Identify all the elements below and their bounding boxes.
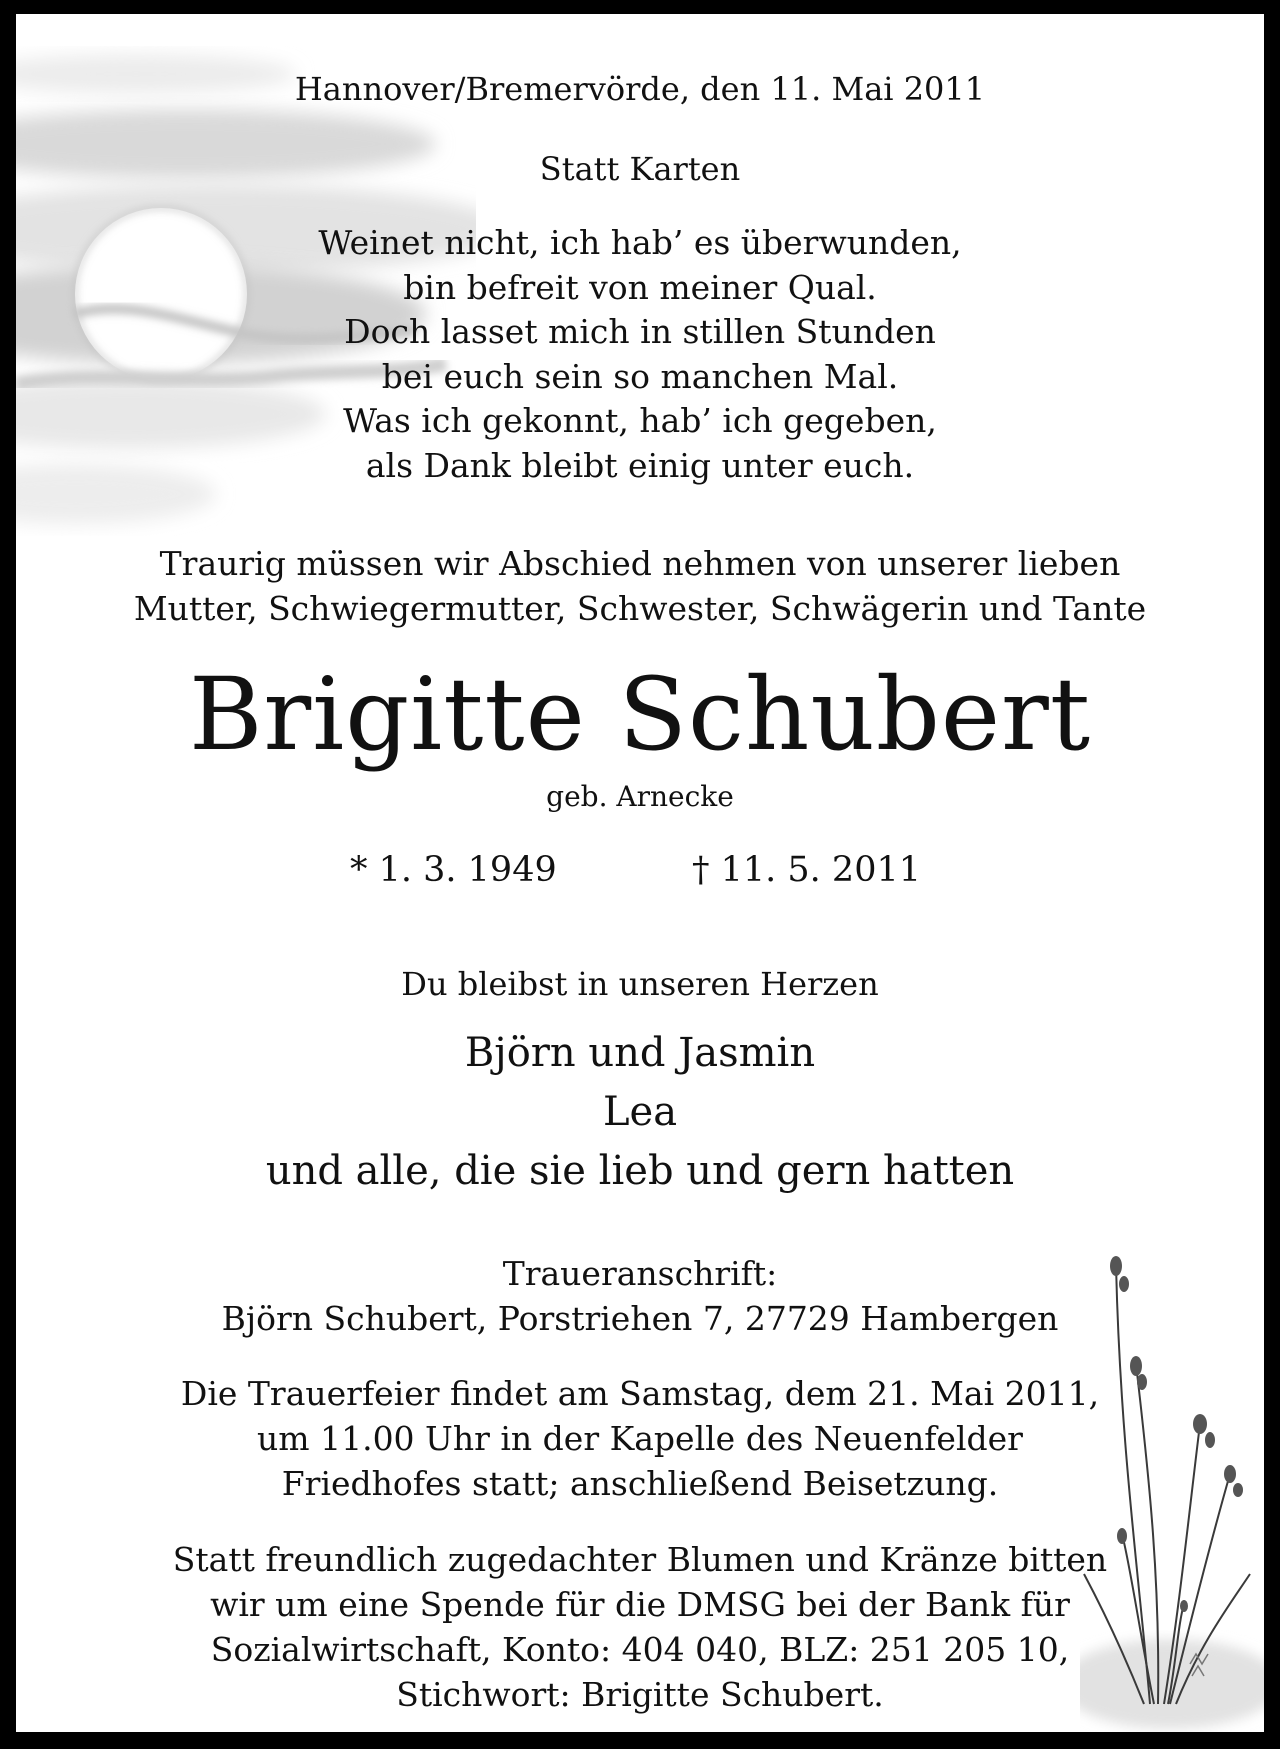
ceremony-line: Die Trauerfeier findet am Samstag, dem 21. Mai 2011, [180, 1374, 1100, 1413]
poem-line: Was ich gekonnt, hab’ ich gegeben, [343, 401, 937, 440]
birth-name: geb. Arnecke [546, 780, 734, 813]
death-date: † 11. 5. 2011 [692, 850, 922, 890]
poem-line: Doch lasset mich in stillen Stunden [344, 312, 936, 351]
address-line: Björn Schubert, Porstriehen 7, 27729 Hambergen [221, 1299, 1059, 1338]
mourner-line: Lea [602, 1089, 678, 1135]
donation-line: Stichwort: Brigitte Schubert. [396, 1675, 884, 1714]
mourning-address [16, 1251, 1264, 1341]
ceremony-line: um 11.00 Uhr in der Kapelle des Neuenfelder [257, 1419, 1023, 1458]
mourner-line: und alle, die sie lieb und gern hatten [265, 1148, 1015, 1194]
poem-line: als Dank bleibt einig unter euch. [365, 445, 915, 485]
intro-line: Traurig müssen wir Abschied nehmen von unserer lieben [159, 544, 1121, 583]
poem [16, 221, 1264, 488]
address-label: Traueranschrift: [502, 1254, 778, 1293]
ceremony-line: Friedhofes statt; anschließend Beisetzung. [281, 1464, 999, 1503]
poem-line: Weinet nicht, ich hab’ es überwunden, [318, 223, 962, 262]
place-date: Hannover/Bremervörde, den 11. Mai 2011 [294, 70, 986, 108]
donation-info [16, 1537, 1264, 1717]
mourner-line: Björn und Jasmin [464, 1030, 816, 1076]
statt-karten-label: Statt Karten [539, 150, 741, 188]
intro-line: Mutter, Schwiegermutter, Schwester, Schwägerin und Tante [133, 589, 1147, 628]
poem-line: bin befreit von meiner Qual. [403, 267, 877, 307]
deceased-name: Brigitte Schubert [188, 656, 1092, 773]
poem-line: bei euch sein so manchen Mal. [381, 356, 899, 396]
mourners-list [16, 1024, 1264, 1201]
obituary-card [16, 14, 1264, 1732]
intro-text [16, 541, 1264, 631]
donation-line: wir um eine Spende für die DMSG bei der Bank für [210, 1585, 1070, 1624]
donation-line: Statt freundlich zugedachter Blumen und Kränze bitten [172, 1540, 1108, 1579]
birth-date: * 1. 3. 1949 [350, 850, 557, 890]
donation-line: Sozialwirtschaft, Konto: 404 040, BLZ: 251 205 10, [210, 1630, 1070, 1669]
ceremony-info [16, 1371, 1264, 1506]
herzen-line: Du bleibst in unseren Herzen [401, 965, 879, 1003]
